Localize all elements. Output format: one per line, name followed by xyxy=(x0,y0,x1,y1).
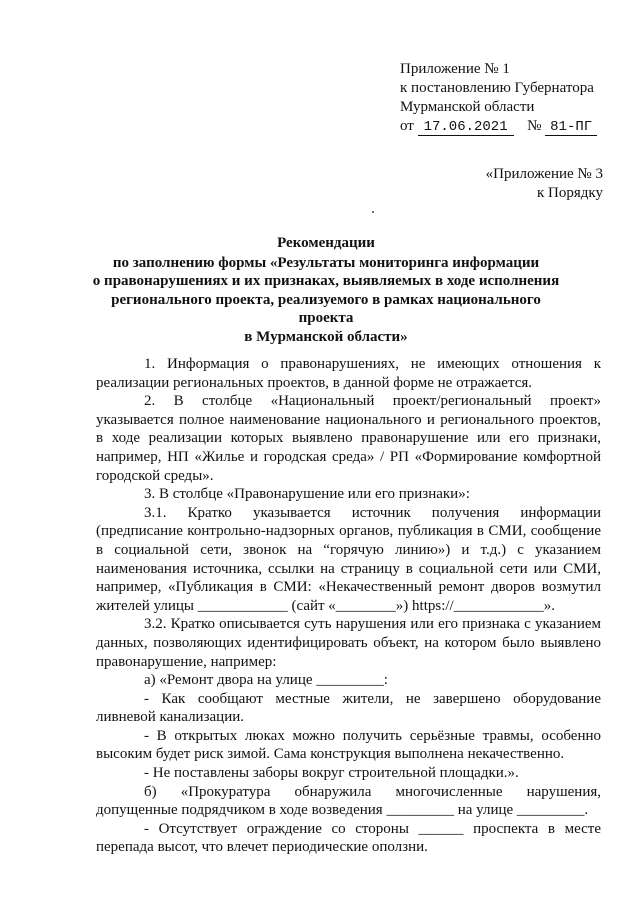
paragraph-1: 1. Информация о правонарушениях, не имеющих отношения к реализации региональных проектов, в данной форме не отражается. xyxy=(96,356,601,391)
example-a-heading: а) «Ремонт двора на улице _________: xyxy=(144,672,388,689)
heading-line-3: регионального проекта, реализуемого в рамках национального проекта xyxy=(111,291,541,326)
appendix-header xyxy=(400,60,615,136)
speck-dot xyxy=(372,211,374,213)
heading-line-4: в Мурманской области» xyxy=(244,328,408,345)
example-b-item-1: - Отсутствует ограждение со стороны ______ проспекта в месте перепада высот, что влечет периодические оползни. xyxy=(96,820,601,856)
document-heading xyxy=(88,234,564,346)
paragraph-3: 3. В столбце «Правонарушение или его признаки»: xyxy=(144,486,470,503)
heading-line-2: о правонарушениях и их признаках, выявляемых в ходе исполнения xyxy=(92,273,560,289)
paragraph-3-2: 3.2. Кратко описывается суть нарушения или его признака с указанием данных, позволяющих идентифицировать объект, на котором было выявлено правонарушение, например: xyxy=(96,616,601,670)
example-a-item-1: - Как сообщают местные жители, не завершено оборудование ливневой канализации. xyxy=(96,690,601,726)
example-a-item-2: - В открытых люках можно получить серьёзные травмы, особенно высоким будет риск зимой. Сама конструкция выполнена некачественно. xyxy=(96,727,601,763)
heading-title: Рекомендации xyxy=(277,235,375,251)
appendix-line-3: Мурманской области xyxy=(400,99,535,115)
appendix-line-2: к постановлению Губернатора xyxy=(400,80,594,96)
paragraph-3-1: 3.1. Кратко указывается источник получения информации (предписание контрольно-надзорных органов, публикация в СМИ, сообщение в социальной сети, звонок на “горячую линию») и т.д.) с указанием наименования источника, ссылки на страницу в социальной сети или СМИ, например, «Публикация в СМИ: «Некачественный ремонт дворов возмутил жителей улицы ____________ (сайт «________») https://____________». xyxy=(96,504,601,614)
appendix-ref-line-2: к Порядку xyxy=(537,185,603,201)
appendix-ref-line-1: «Приложение № 3 xyxy=(485,166,603,182)
decree-date: 17.06.2021 xyxy=(418,120,514,136)
paragraph-2: 2. В столбце «Национальный проект/региональный проект» указывается полное наименование национального и регионального проектов, в ходе реализации которых выявлено правонарушение или его признаки, например, НП «Жилье и городская среда» / РП «Формирование комфортной городской среды». xyxy=(96,393,601,484)
example-a-item-3: - Не поставлены заборы вокруг строительной площадки.». xyxy=(144,765,519,782)
example-b-heading: б) «Прокуратура обнаружила многочисленные нарушения, допущенные подрядчиком в ходе возведения _________ на улице _________. xyxy=(96,783,601,819)
appendix-reference xyxy=(486,165,603,203)
heading-line-1: по заполнению формы «Результаты мониторинга информации xyxy=(112,254,540,271)
number-label: № xyxy=(527,118,542,134)
from-label: от xyxy=(400,118,414,134)
appendix-line-1: Приложение № 1 xyxy=(400,61,510,77)
appendix-date-line xyxy=(400,117,615,136)
document-body xyxy=(96,355,601,857)
decree-number: 81-ПГ xyxy=(545,120,597,136)
